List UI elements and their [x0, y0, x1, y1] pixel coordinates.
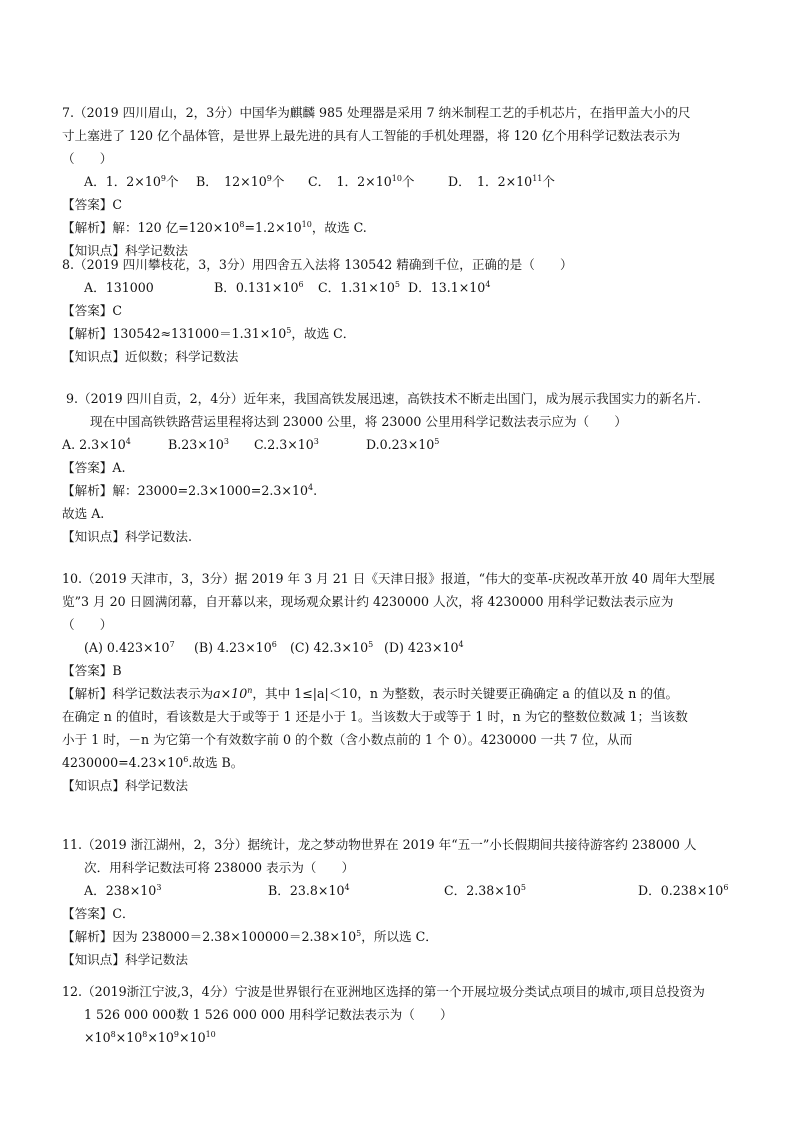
q8-option-b: B．$0.131\times 10^6$ [214, 280, 304, 295]
q8-stem-line-1: 8.（2019 四川攀枝花，3，3分）用四舍五入法将 130542 精确到千位，正确的是（ ） [62, 257, 573, 272]
q9-stem-line-1: 9.（2019 四川自贡，2，4分）近年来，我国高铁发展迅速，高铁技术不断走出国门，成为展示我国实力的新名片. [66, 391, 701, 406]
q7-analysis: 【解析】解：120 亿$=120\times 10^8=1.2\times 10^{10}$，故选 C. [62, 220, 367, 235]
q8-option-a: A．131000 [84, 280, 154, 295]
q10-option-c: (C) $42.3\times 10^5$ [290, 640, 374, 655]
q10-stem-line-1: 10.（2019 天津市，3，3分）据 2019 年 3 月 21 日《天津日报》报道，“伟大的变革-庆祝改革开放 40 周年大型展 [62, 571, 715, 586]
q10-stem-line-3: （ ） [62, 617, 113, 632]
q12-option-3: $\times 10^9$ [147, 1030, 180, 1045]
q8-answer: 【答案】C [62, 303, 123, 318]
q7-stem-line-1: 7.（2019 四川眉山，2，3分）中国华为麒麟 985 处理器是采用 7 纳米制程工艺的手机芯片，在指甲盖大小的尺 [62, 105, 691, 120]
q12-option-4: $\times 10^{10}$ [179, 1030, 216, 1045]
question-7 [62, 101, 742, 262]
q10-option-d: (D) $423\times 10^4$ [384, 640, 464, 655]
q7-stem-line-2: 寸上塞进了 120 亿个晶体管，是世界上最先进的具有人工智能的手机处理器，将 120 亿个用科学记数法表示为 [62, 128, 681, 143]
q11-options [62, 879, 742, 902]
q7-knowledge-point: 【知识点】科学记数法 [62, 243, 188, 258]
q10-analysis-line-3: 小于 1 时，－n 为它第一个有效数字前 0 的个数（含小数点前的 1 个 0）。4230000 一共 7 位，从而 [62, 732, 633, 747]
q12-stem-line-1: 12.（2019浙江宁波,3，4分）宁波是世界银行在亚洲地区选择的第一个开展垃圾分类试点项目的城市,项目总投资为 [62, 984, 705, 999]
q7-option-c: C． 1．$2\times 10^{10}$个 [308, 174, 415, 189]
q9-option-b: $B.23\times 10^3$ [168, 437, 229, 452]
q7-stem-line-3: （ ） [62, 151, 113, 166]
question-11 [62, 833, 742, 971]
q11-analysis: 【解析】因为 $238000=2.38\times 100000=2.38\times 10^5$，所以选 C． [62, 929, 438, 944]
q9-knowledge-point: 【知识点】科学记数法. [62, 529, 192, 544]
q10-analysis-line-2: 在确定 n 的值时，看该数是大于或等于 1 还是小于 1。当该数大于或等于 1 时，n 为它的整数位数减 1；当该数 [62, 709, 688, 724]
q8-option-d: D．$13.1\times 10^4$ [408, 280, 491, 295]
q9-answer: 【答案】A. [62, 460, 126, 475]
q12-options [62, 1026, 742, 1049]
q9-option-c: $C.2.3\times 10^3$ [254, 437, 319, 452]
q7-option-d: D． 1．$2\times 10^{11}$个 [448, 174, 555, 189]
q12-stem-line-2: 1 526 000 000数 1 526 000 000 用科学记数法表示为（ ） [84, 1007, 453, 1022]
q10-knowledge-point: 【知识点】科学记数法 [62, 778, 188, 793]
q9-stem-line-2: 现在中国高铁铁路营运里程将达到 23000 公里，将 23000 公里用科学记数法表示应为（ ） [90, 414, 627, 429]
q7-option-b: B． $12\times 10^9$个 [196, 174, 285, 189]
q7-options [62, 170, 742, 193]
q10-option-b: (B) $4.23\times 10^6$ [194, 640, 277, 655]
q9-option-d: $D.0.23\times 10^5$ [366, 437, 440, 452]
q11-stem-line-2: 次．用科学记数法可将 238000 表示为（ ） [84, 860, 355, 875]
q10-analysis-line-1: 【解析】科学记数法表示为$a\times 10^n$，其中 1≤|a|＜10，n 为整数，表示时关键要正确确定 a 的值以及 n 的值。 [62, 686, 679, 701]
q10-stem-line-2: 览”3 月 20 日圆满闭幕，自开幕以来，现场观众累计约 4230000 人次，将 4230000 用科学记数法表示应为 [62, 594, 674, 609]
q9-option-a: A. $2.3\times 10^4$ [62, 437, 131, 452]
q12-option-2: $\times 10^8$ [115, 1030, 148, 1045]
q8-knowledge-point: 【知识点】近似数；科学记数法 [62, 349, 239, 364]
q7-answer: 【答案】C [62, 197, 123, 212]
q9-analysis: 【解析】解：$23000=2.3\times 1000=2.3\times 10^4$. [62, 483, 318, 498]
question-9 [62, 387, 742, 548]
question-12 [62, 980, 742, 1049]
q11-option-d: D．$0.238\times 10^6$ [638, 883, 729, 898]
q11-stem-line-1: 11.（2019 浙江湖州，2，3分）据统计，龙之梦动物世界在 2019 年“五一”小长假期间共接待游客约 238000 人 [62, 837, 697, 852]
q10-options [62, 636, 742, 659]
q10-analysis-line-4: $4230000=4.23\times 10^6$.故选 B。 [62, 755, 244, 770]
q10-answer: 【答案】B [62, 663, 122, 678]
q11-option-c: C．$2.38\times 10^5$ [444, 883, 526, 898]
question-8 [62, 253, 742, 368]
q11-option-b: B．$23.8\times 10^4$ [268, 883, 350, 898]
q8-options [62, 276, 742, 299]
q9-conclusion: 故选 A. [62, 506, 105, 521]
q8-option-c: C．$1.31\times 10^5$ [318, 280, 400, 295]
q8-analysis: 【解析】$130542\approx 131000=1.31\times 10^5$，故选 C． [62, 326, 356, 341]
q9-options [62, 433, 742, 456]
q11-answer: 【答案】C． [62, 906, 135, 921]
q10-option-a: (A) $0.423\times 10^7$ [84, 640, 175, 655]
q11-knowledge-point: 【知识点】科学记数法 [62, 952, 188, 967]
q11-option-a: A．$238\times 10^3$ [84, 883, 162, 898]
question-10 [62, 567, 742, 797]
q12-option-1: $\times 10^8$ [84, 1030, 116, 1045]
q7-option-a: A．1．$2\times 10^9$个 [84, 174, 179, 189]
